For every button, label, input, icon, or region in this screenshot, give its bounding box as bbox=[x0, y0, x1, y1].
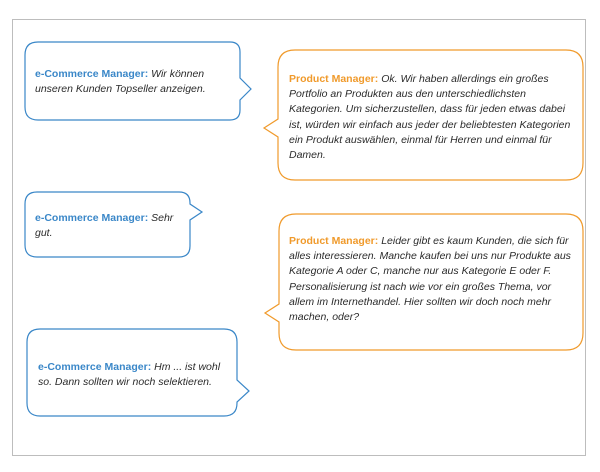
message-text: Wir können unseren Kunden Topseller anzeigen. bbox=[35, 68, 206, 96]
message-text: Ok. Wir haben allerdings ein großes Portfolio an Produkten aus den unterschiedlichsten Kategorien. Um sicherzustellen, dass für jeden etwas dabei ist, würden wir einfach aus jeder der beliebtesten Kategorien ein Produkt auswählen, einmal für Herren und einmal für Damen. bbox=[289, 73, 571, 162]
message-ecommerce-3 bbox=[38, 360, 233, 390]
speaker-label: Product Manager: bbox=[289, 235, 379, 247]
message-text: Sehr gut. bbox=[35, 212, 174, 240]
message-ecommerce-2 bbox=[35, 211, 185, 241]
message-text: Leider gibt es kaum Kunden, die sich für alles interessieren. Manche kaufen bei uns nur Produkte aus Kategorie A oder C, manche nur aus Kategorie E oder F. Personalisierung ist nach wie vor ein großes Thema, vor allem im Internethandel. Hier sollten wir doch noch mehr machen, oder? bbox=[289, 235, 571, 324]
message-ecommerce-1 bbox=[35, 67, 233, 97]
message-product-2 bbox=[289, 234, 573, 325]
speaker-label: e-Commerce Manager: bbox=[35, 68, 149, 80]
message-text: Hm ... ist wohl so. Dann sollten wir noch selektieren. bbox=[38, 361, 221, 389]
speaker-label: e-Commerce Manager: bbox=[38, 361, 152, 373]
speaker-label: e-Commerce Manager: bbox=[35, 212, 149, 224]
speaker-label: Product Manager: bbox=[289, 73, 379, 85]
message-product-1 bbox=[289, 72, 573, 163]
